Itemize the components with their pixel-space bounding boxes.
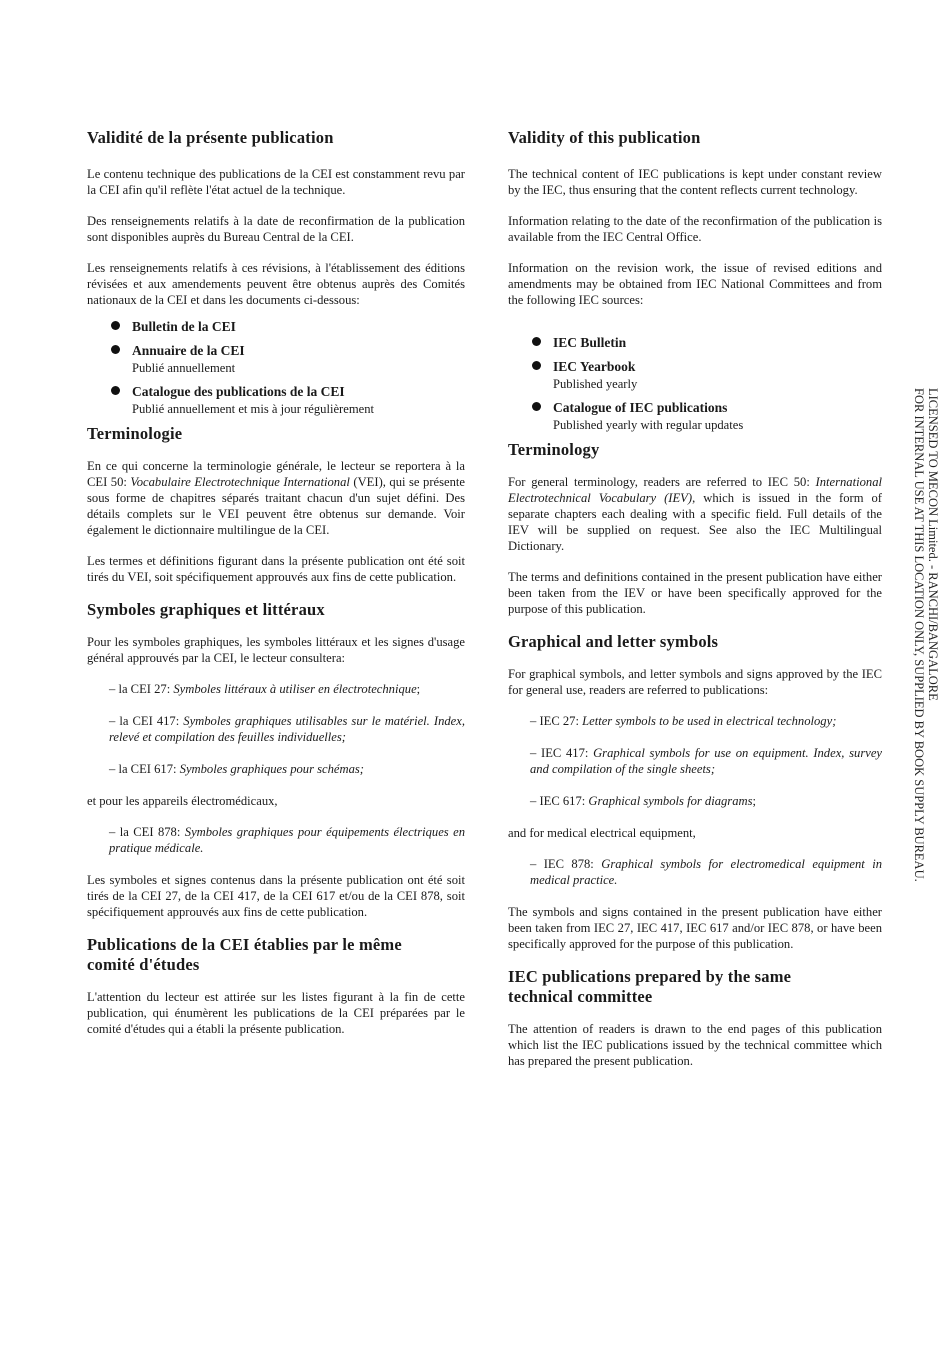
en-ref-iec-878: – IEC 878: Graphical symbols for electromedical equipment in medical practice. — [530, 857, 882, 887]
en-committee-paragraph: The attention of readers is drawn to the end pages of this publication which list the IEC publications issued by the technical committee which has prepared the present publication. — [508, 1022, 882, 1068]
en-ref-iec-417: – IEC 417: Graphical symbols for use on equipment. Index, survey and compilation of the single sheets; — [530, 746, 882, 776]
en-validity-paragraph-3: Information on the revision work, the issue of revised editions and amendments may be obtained from IEC National Committees and from the following IEC sources: — [508, 261, 882, 307]
bullet-icon — [532, 361, 541, 370]
license-watermark: LICENSED TO MECON Limited. - RANCHI/BANGALORE FOR INTERNAL USE AT THIS LOCATION ONLY, SUPPLIED BY BOOK SUPPLY BUREAU. — [912, 388, 940, 882]
en-terminology-paragraph-2: The terms and definitions contained in the present publication have either been taken from the IEV or have been specifically approved for the purpose of this publication. — [508, 570, 882, 616]
list-item: Annuaire de la CEI Publié annuellement — [111, 342, 465, 377]
en-medical-intro: and for medical electrical equipment, — [508, 826, 696, 840]
fr-validity-heading: Validité de la présente publication — [87, 128, 334, 147]
bullet-icon — [111, 321, 120, 330]
en-validity-paragraph-2: Information relating to the date of the reconfirmation of the publication is available from the IEC Central Office. — [508, 214, 882, 244]
fr-symbols-paragraph-2: Les symboles et signes contenus dans la présente publication ont été soit tirés de la CEI 27, de la CEI 417, de la CEI 617 et/ou de la CEI 878, soit spécifiquement approuvés aux fins de cette publication. — [87, 873, 465, 919]
fr-ref-cei-878: – la CEI 878: Symboles graphiques pour équipements électriques en pratique médicale. — [109, 825, 466, 855]
fr-ref-cei-27: – la CEI 27: Symboles littéraux à utiliser en électrotechnique; — [109, 682, 421, 696]
list-item: Bulletin de la CEI — [111, 318, 465, 336]
fr-symbols-heading: Symboles graphiques et littéraux — [87, 600, 325, 619]
fr-sources-list — [87, 318, 465, 418]
fr-validity-paragraph-1: Le contenu technique des publications de la CEI est constamment revu par la CEI afin qu'il reflète l'état actuel de la technique. — [87, 167, 465, 197]
fr-committee-paragraph: L'attention du lecteur est attirée sur les listes figurant à la fin de cette publication, qui énumèrent les publications de la CEI préparées par le comité d'études qui a établi la présente publication. — [87, 990, 465, 1036]
fr-terminology-paragraph-1: En ce qui concerne la terminologie générale, le lecteur se reportera à la CEI 50: Vocabulaire Electrotechnique International (VEI), qui se présente sous forme de chapitres séparés traitant chacun d'un sujet défini. Des détails complets sur le VEI peuvent être obtenus sur demande. Voir également le dictionnaire multilingue de la CEI. — [87, 459, 465, 537]
en-symbols-heading: Graphical and letter symbols — [508, 632, 719, 651]
bullet-icon — [532, 337, 541, 346]
bullet-icon — [532, 402, 541, 411]
en-committee-heading: IEC publications prepared by the same technical committee — [508, 967, 792, 1006]
list-item: Catalogue des publications de la CEI Publié annuellement et mis à jour régulièrement — [111, 383, 465, 418]
en-validity-heading: Validity of this publication — [508, 128, 701, 147]
french-column — [87, 128, 465, 1052]
fr-medical-intro: et pour les appareils électromédicaux, — [87, 794, 278, 808]
english-column — [508, 128, 882, 1084]
list-item: IEC Yearbook Published yearly — [532, 358, 882, 393]
fr-terminology-heading: Terminologie — [87, 424, 183, 443]
en-terminology-heading: Terminology — [508, 440, 600, 459]
list-item: Catalogue of IEC publications Published yearly with regular updates — [532, 399, 882, 434]
list-item: IEC Bulletin — [532, 334, 882, 352]
fr-committee-heading: Publications de la CEI établies par le même comité d'études — [87, 935, 402, 974]
fr-ref-cei-417: – la CEI 417: Symboles graphiques utilisables sur le matériel. Index, relevé et compilation des feuilles individuelles; — [109, 714, 465, 744]
en-ref-iec-617: – IEC 617: Graphical symbols for diagrams; — [530, 794, 756, 808]
en-symbols-paragraph-1: For graphical symbols, and letter symbols and signs approved by the IEC for general use, readers are referred to publications: — [508, 667, 882, 697]
fr-ref-cei-617: – la CEI 617: Symboles graphiques pour schémas; — [109, 762, 364, 776]
fr-validity-paragraph-2: Des renseignements relatifs à la date de reconfirmation de la publication sont disponibles auprès du Bureau Central de la CEI. — [87, 214, 465, 244]
en-sources-list — [508, 334, 882, 434]
en-terminology-paragraph-1: For general terminology, readers are referred to IEC 50: International Electrotechnical Vocabulary (IEV), which is issued in the form of separate chapters each dealing with a specific field. Full details of the IEV will be supplied on request. See also the IEC Multilingual Dictionary. — [508, 475, 882, 553]
en-symbols-paragraph-2: The symbols and signs contained in the present publication have either been taken from IEC 27, IEC 417, IEC 617 and/or IEC 878, or have been specifically approved for the purpose of this publication. — [508, 905, 882, 951]
fr-terminology-paragraph-2: Les termes et définitions figurant dans la présente publication ont été soit tirés du VEI, soit spécifiquement approuvés aux fins de cette publication. — [87, 554, 465, 584]
fr-symbols-paragraph-1: Pour les symboles graphiques, les symboles littéraux et les signes d'usage général approuvés par la CEI, le lecteur consultera: — [87, 635, 465, 665]
bullet-icon — [111, 345, 120, 354]
fr-validity-paragraph-3: Les renseignements relatifs à ces révisions, à l'établissement des éditions révisées et aux amendements peuvent être obtenus auprès des Comités nationaux de la CEI et dans les documents ci-dessous: — [87, 261, 465, 307]
bullet-icon — [111, 386, 120, 395]
en-ref-iec-27: – IEC 27: Letter symbols to be used in electrical technology; — [530, 714, 837, 728]
en-validity-paragraph-1: The technical content of IEC publications is kept under constant review by the IEC, thus ensuring that the content reflects current technology. — [508, 167, 882, 197]
